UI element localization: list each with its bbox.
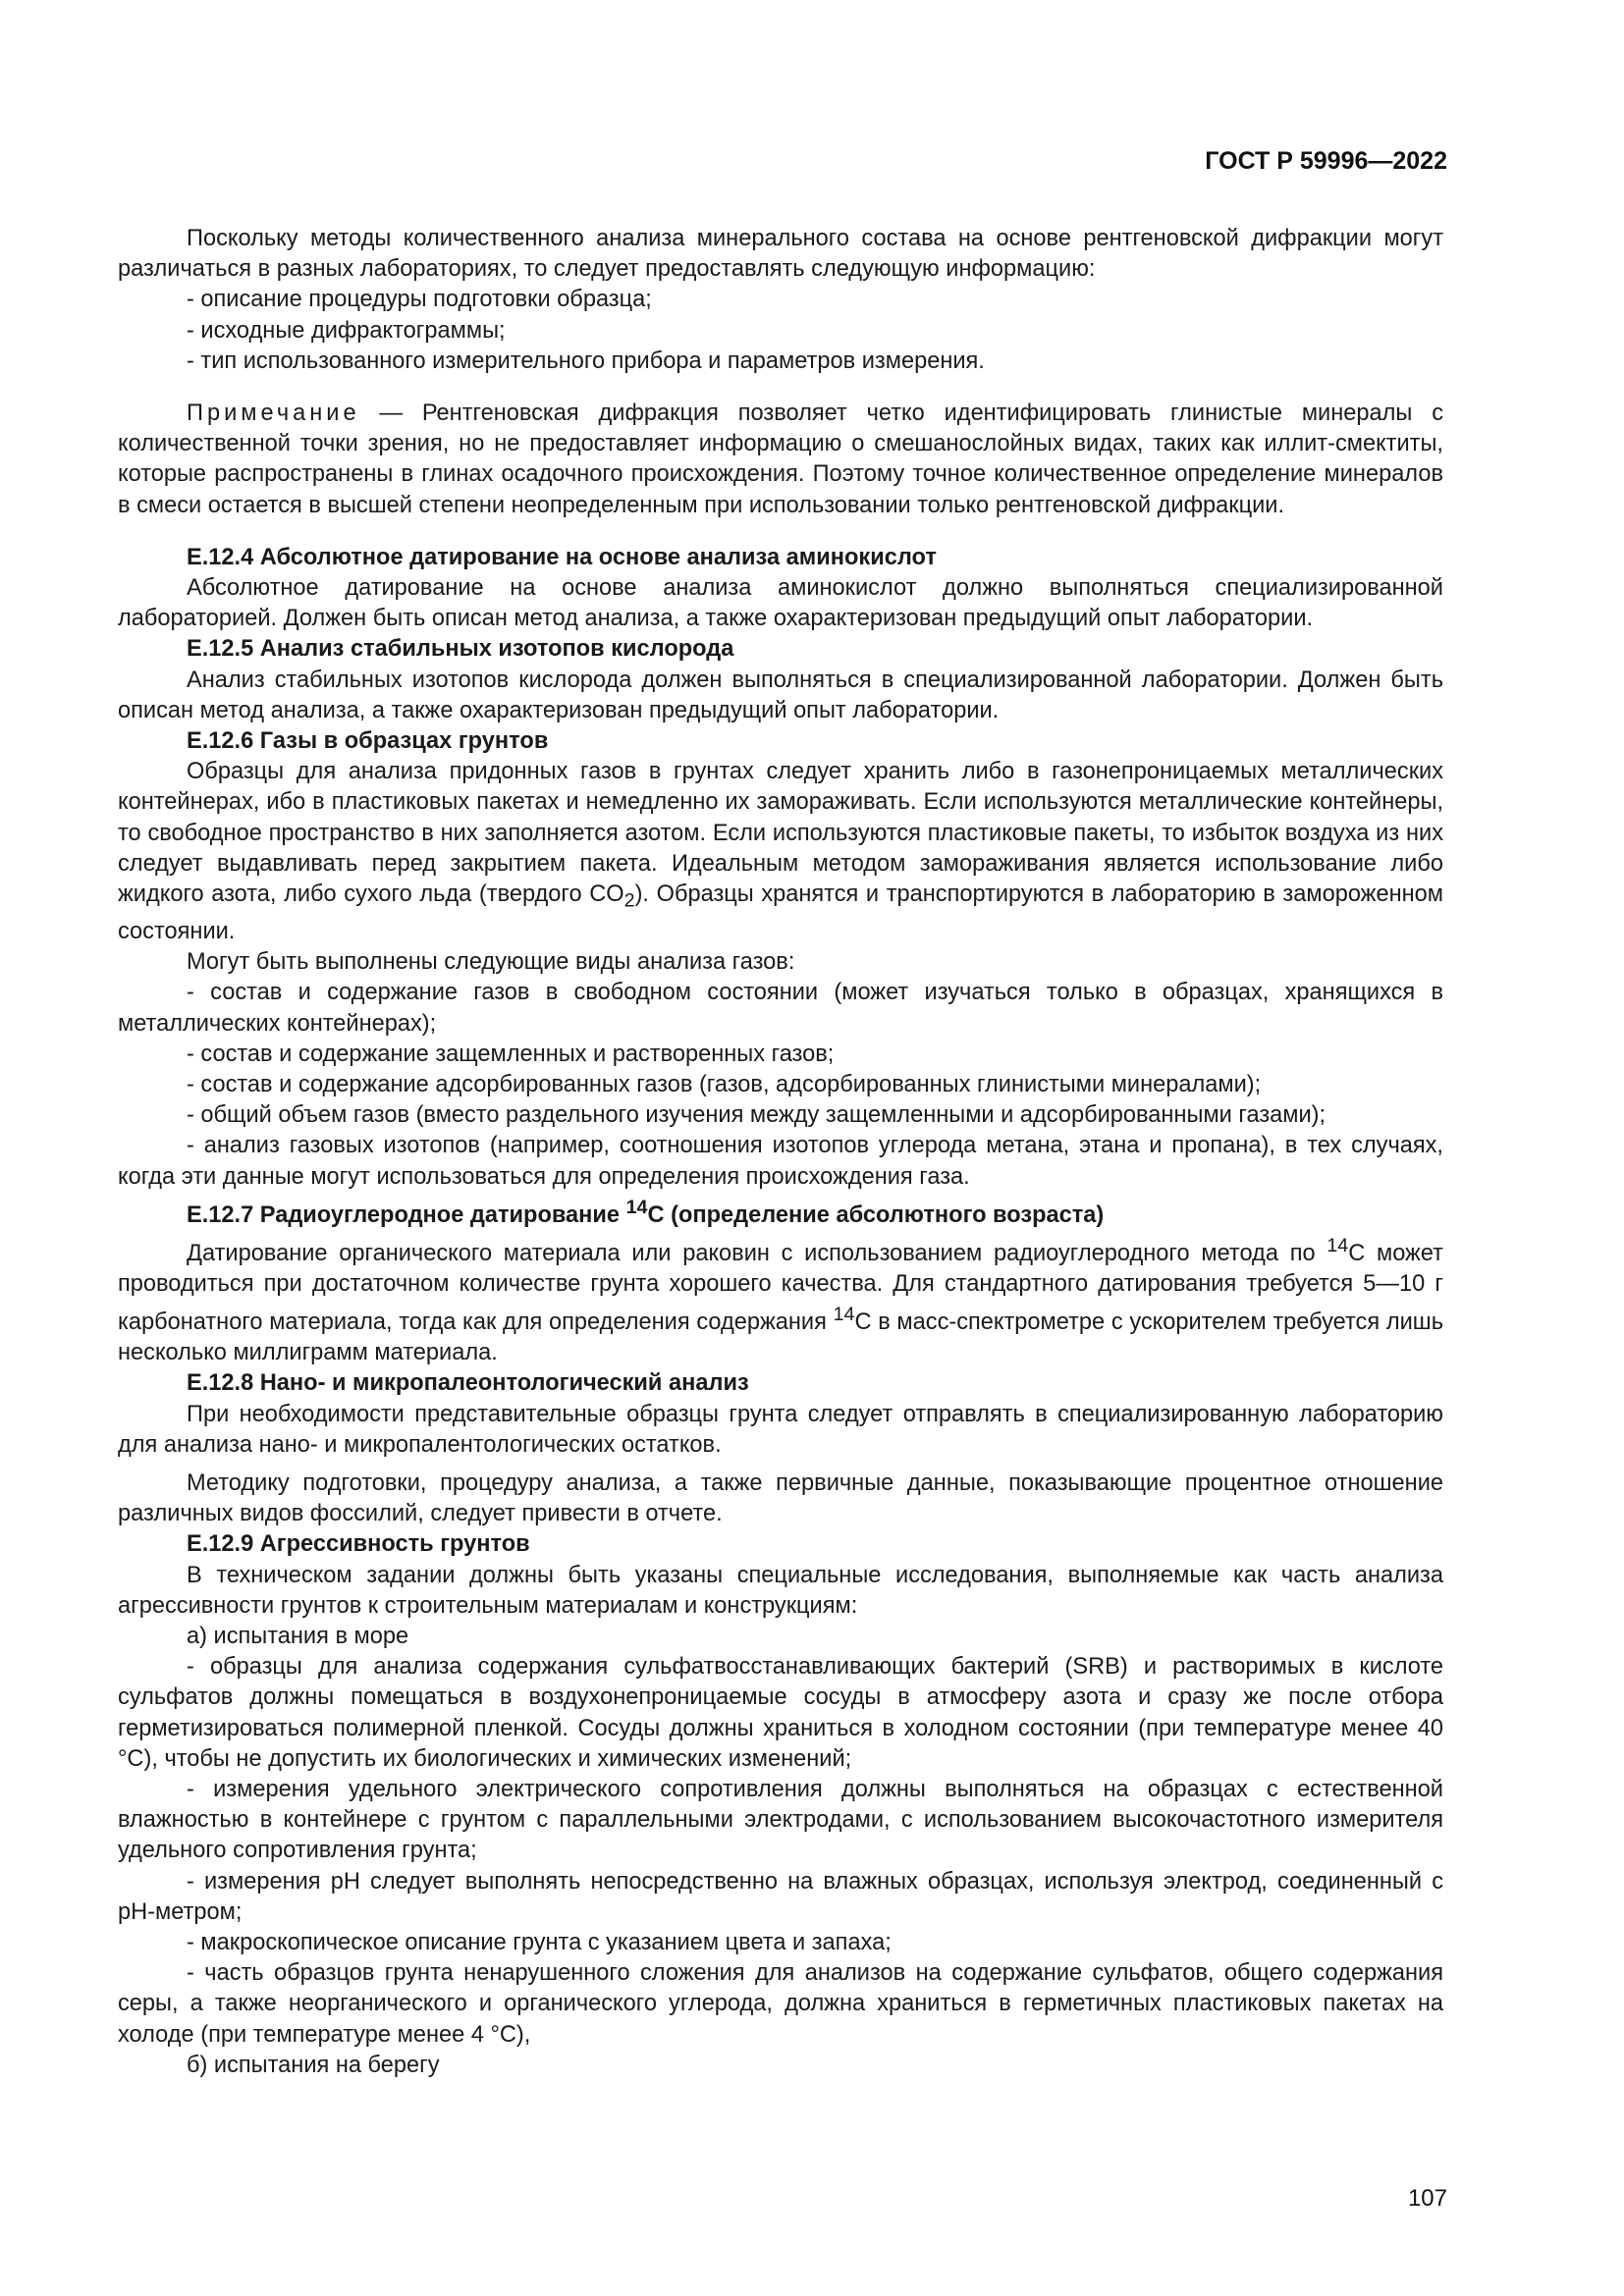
list-item: - измерения рН следует выполнять непосредственно на влажных образцах, используя электрод, соединенный с рН-метром; [118,1868,1443,1925]
list-item: - часть образцов грунта ненарушенного сложения для анализов на содержание сульфатов, общего содержания серы, а также неорганического и органического углерода, должна храниться в герметичных пластиковых пакетах на холоде (при температуре менее 4 °С), [118,1960,1443,2048]
text-run: Е.12.7 Радиоуглеродное датирование [187,1201,626,1228]
list-item: - анализ газовых изотопов (например, соотношения изотопов углерода метана, этана и пропана), в тех случаях, когда эти данные могут использоваться для определения происхождения газа. [118,1133,1443,1190]
list-item: - состав и содержание газов в свободном состоянии (может изучаться только в образцах, хранящихся в металлических контейнерах); [118,980,1443,1037]
section-text-e12-5: Анализ стабильных изотопов кислорода должен выполняться в специализированной лаборатории. Должен быть описан метод анализа, а также охарактеризован предыдущий опыт лаборатории. [118,667,1443,723]
list-item: - образцы для анализа содержания сульфатвосстанавливающих бактерий (SRB) и растворимых в кислоте сульфатов должны помещаться в воздухонепроницаемые сосуды в атмосферу азота и сразу же после отбора герметизироваться полимерной пленкой. Сосуды должны храниться в холодном состоянии (при температуре менее 40 °С), чтобы не допустить их биологических и химических изменений; [118,1654,1443,1772]
text-run: Образцы для анализа придонных газов в грунтах следует хранить либо в газонепроницаемых металлических контейнерах, ибо в пластиковых пакетах и немедленно их замораживать. Если используются металлические контейнеры, то свободное пространство в них заполняется азотом. Если используются пластиковые пакеты, то избыток воздуха из них следует выдавливать перед закрытием пакета. Идеальным методом замораживания является использование либо жидкого азота, либо сухого льда (твердого CO [118,759,1443,908]
list-item: - измерения удельного электрического сопротивления должны выполняться на образцах с естественной влажностью в контейнере с грунтом с параллельными электродами, с использованием высокочастотного измерителя удельного сопротивления грунта; [118,1777,1443,1864]
page-body [118,224,1443,2081]
section-text-e12-9: В техническом задании должны быть указаны специальные исследования, выполняемые как часть анализа агрессивности грунтов к строительным материалам и конструкциям: [118,1562,1443,1619]
intro-paragraph: Поскольку методы количественного анализа минерального состава на основе рентгеновской дифракции могут различаться в разных лабораториях, то следует предоставлять следующую информацию: [118,226,1443,283]
superscript: 14 [1326,1234,1349,1256]
document-code-header: ГОСТ Р 59996—2022 [1205,147,1447,175]
section-text-e12-7 [118,1231,1443,1369]
section-text-e12-6 [118,757,1443,947]
section-text-e12-8a: При необходимости представительные образцы грунта следует отправлять в специализированную лабораторию для анализа нано- и микропалентологических остатков. [118,1401,1443,1458]
section-heading-e12-4: Е.12.4 Абсолютное датирование на основе анализа аминокислот [187,544,937,570]
list-label-a: а) испытания в море [187,1624,409,1650]
superscript: 14 [833,1304,855,1326]
section-text-e12-4: Абсолютное датирование на основе анализа аминокислот должно выполняться специализированной лабораторией. Должен быть описан метод анализа, а также охарактеризован предыдущий опыт лаборатории. [118,575,1443,632]
section-heading-e12-9: Е.12.9 Агрессивность грунтов [187,1531,530,1558]
list-item: - тип использованного измерительного прибора и параметров измерения. [187,347,985,374]
note-paragraph [118,399,1443,521]
note-text: — Рентгеновская дифракция позволяет четко идентифицировать глинистые минералы с количественной точки зрения, но не предоставляет информацию о смешанослойных видах, таких как иллит-смектиты, которые распространены в глинах осадочного происхождения. Поэтому точное количественное определение минералов в смеси остается в высшей степени неопределенным при использовании только рентгеновской дифракции. [118,400,1443,518]
text-run: С (определение абсолютного возраста) [647,1201,1105,1228]
list-item: - исходные дифрактограммы; [187,317,506,344]
list-item: - общий объем газов (вместо раздельного изучения между защемленными и адсорбированными газами); [187,1102,1326,1129]
section-heading-e12-5: Е.12.5 Анализ стабильных изотопов кислорода [187,636,734,663]
text-run: С может проводиться при достаточном количестве грунта хорошего качества. Для стандартного датирования требуется 5—10 г карбонатного материала, тогда как для определения содержания [118,1240,1443,1335]
text-run: Датирование органического материала или раковин с использованием радиоуглеродного метода по [187,1240,1327,1266]
list-item: - состав и содержание адсорбированных газов (газов, адсорбированных глинистыми минералами); [187,1072,1262,1097]
gas-analysis-intro: Могут быть выполнены следующие виды анализа газов: [187,949,795,976]
section-heading-e12-7 [118,1193,1443,1231]
superscript: 14 [625,1196,648,1218]
list-item: - макроскопическое описание грунта с указанием цвета и запаха; [187,1930,892,1956]
text-run: ). Образцы хранятся и транспортируются в лабораторию в замороженном состоянии. [118,881,1443,944]
subscript: 2 [623,889,635,912]
page-number: 107 [1407,2185,1447,2212]
section-heading-e12-6: Е.12.6 Газы в образцах грунтов [187,728,549,755]
section-heading-e12-8: Е.12.8 Нано- и микропалеонтологический анализ [187,1370,749,1397]
note-label: Примечание [187,400,360,427]
list-item: - описание процедуры подготовки образца; [187,287,652,313]
list-label-b: б) испытания на берегу [187,2052,440,2078]
text-run: С в масс-спектрометре с ускорителем требуется лишь несколько миллиграмм материала. [118,1309,1443,1366]
section-text-e12-8b: Методику подготовки, процедуру анализа, а также первичные данные, показывающие процентное отношение различных видов фоссилий, следует привести в отчете. [118,1470,1443,1527]
list-item: - состав и содержание защемленных и растворенных газов; [187,1041,835,1067]
